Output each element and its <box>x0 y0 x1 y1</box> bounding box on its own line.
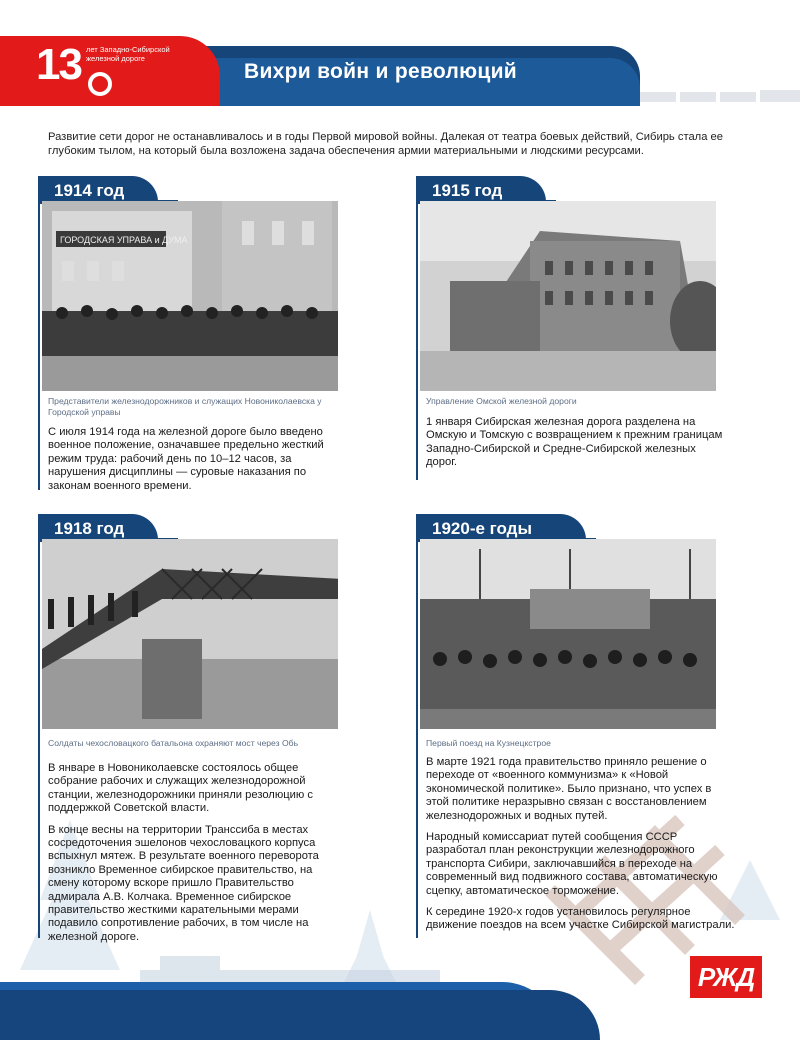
section-body-1915 <box>426 416 726 478</box>
footer-band-dark <box>0 990 600 1040</box>
photo-caption: Первый поезд на Кузнецкстрое <box>426 738 551 748</box>
paragraph: В конце весны на территории Транссиба в местах сосредоточения эшелонов чехословацкого корпуса вспыхнул мятеж. В результате военного переворота возникло Временное сибирское правительство, на смену которому вскоре пришло Правительство адмирала А.В. Колчака. Временное сибирское правительство жесткими карательными мерами подавило сопротивление рабочих, в том числе на железной дороге. <box>48 823 319 943</box>
photo-caption: Управление Омской железной дороги <box>426 396 577 406</box>
paragraph: К середине 1920-х годов установилось регулярное движение поездов на всем участке Сибирской магистрали. <box>426 906 735 932</box>
intro-text: Развитие сети дорог не останавливалось и в годы Первой мировой войны. Далекая от театра боевых действий, Сибирь стала ее глубоким тылом, на который была возложена задача обеспечения армии материальными и людскими ресурсами. <box>48 131 723 157</box>
section-year-1920s: 1920-е годы <box>416 514 586 542</box>
paragraph: 1 января Сибирская железная дорога разделена на Омскую и Томскую с возвращением к прежним границам Западно-Сибирской и Средне-Сибирской железных дорог. <box>426 416 723 469</box>
photo-caption: Представители железнодорожников и служащих Новониколаевска у Городской управы <box>48 396 322 417</box>
photo-caption: Солдаты чехословацкого батальона охраняют мост через Обь <box>48 738 299 748</box>
logo-number: 13 <box>36 40 81 89</box>
photo-ob-bridge-soldiers <box>42 539 338 729</box>
photo-kuznetskstroy-train <box>420 539 716 729</box>
section-body-1920s <box>426 756 736 941</box>
logo-text: лет Западно-Сибирской железной дороге <box>86 45 170 63</box>
photo-omsk-railway-building <box>420 201 716 391</box>
section-border <box>38 538 40 938</box>
rzd-logo: РЖД <box>690 956 762 998</box>
section-year-1915: 1915 год <box>416 176 546 204</box>
logo-ring-icon <box>88 72 112 96</box>
paragraph: В январе в Новониколаевске состоялось общее собрание рабочих и служащих железнодорожной станции, железнодорожники приняли резолюцию с поддержкой Советской власти. <box>48 762 313 815</box>
section-body-1914 <box>48 426 348 501</box>
section-body-1918 <box>48 762 338 952</box>
photo-city-council-crowd <box>42 201 338 391</box>
paragraph: В марте 1921 года правительство приняло решение о переходе от «военного коммунизма» к «Новой экономической политике». Было признано, что успех в этой политике неразрывно связан с восстановлением железнодорожных и водных путей. <box>426 756 712 822</box>
svg-text:ГОРОДСКАЯ УПРАВА и ДУМА: ГОРОДСКАЯ УПРАВА и ДУМА <box>60 235 188 245</box>
section-border <box>416 200 418 480</box>
section-year-1914: 1914 год <box>38 176 158 204</box>
section-year-1918: 1918 год <box>38 514 158 542</box>
paragraph: С июля 1914 года на железной дороге было введено военное положение, означавшее предельно жесткий режим труда: рабочий день по 10–12 часов, за нарушения дисциплины — суровые наказания по законам военного времени. <box>48 426 324 492</box>
section-border <box>38 200 40 490</box>
section-border <box>416 538 418 938</box>
page-title: Вихри войн и революций <box>244 60 518 83</box>
train-silhouette-icon <box>640 88 800 106</box>
paragraph: Народный комиссариат путей сообщения СССР разработал план реконструкции железнодорожного транспорта Сибири, заключавшийся в переходе на современный вид подвижного состава, автоматическую сцепку, автоматическое торможение. <box>426 831 718 897</box>
